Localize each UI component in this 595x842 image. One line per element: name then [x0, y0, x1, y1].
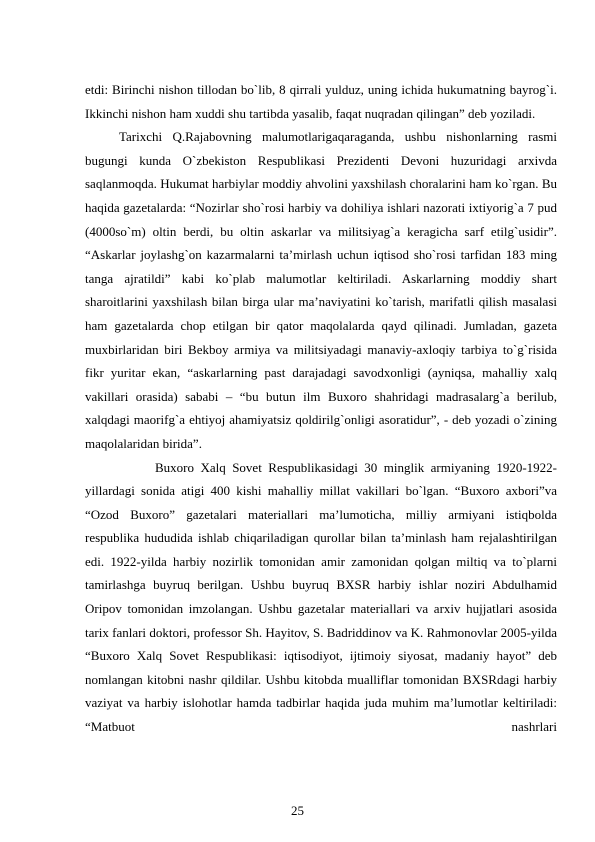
- paragraph-buxoro-army: Buxoro Xalq Sovet Respublikasidagi 30 minglik armiyaning 1920-1922- yillardagi sonida atigi 400 kishi mahalliy millat vakillari bo`lgan. “Buxoro axbori”va “Ozod Buxoro” gazetalari materiallari ma’lumoticha, milliy armiyani istiqbolda respublika hududida ishlab chiqariladigan qurollar bilan ta’minlash ham rejalashtirilgan edi. 1922-yilda harbiy nozirlik tomonidan amir zamonidan qolgan miltiq va to`plarni tamirlashga buyruq berilgan. Ushbu buyruq BXSR harbiy ishlar noziri Abdulhamid Oripov tomonidan imzolangan. Ushbu gazetalar materiallari va arxiv hujjatlari asosida tarix fanlari doktori, professor Sh. Hayitov, S. Badriddinov va K. Rahmonovlar 2005-yilda “Buxoro Xalq Sovet Respublikasi: iqtisodiyot, ijtimoiy siyosat, madaniy hayot” deb nomlangan kitobni nashr qildilar. Ushbu kitobda mualliflar tomonidan BXSRdagi harbiy vaziyat va harbiy islohotlar hamda tadbirlar haqida juda muhim ma’lumotlar keltiriladi: “Matbuot nashrlari: [85, 459, 557, 735]
- paragraph-continuation: etdi: Birinchi nishon tillodan bo`lib, 8 qirrali yulduz, uning ichida hukumatning bayrog`i. Ikkinchi nishon ham xuddi shu tartibda yasalib, faqat nuqradan qilingan” deb yoziladi.: [85, 82, 557, 121]
- document-body: [85, 78, 557, 739]
- page-number: 25: [291, 803, 304, 818]
- paragraph-rajabov: Tarixchi Q.Rajabovning malumotlarigaqaraganda, ushbu nishonlarning rasmi bugungi kunda O`zbekiston Respublikasi Prezidenti Devoni huzuridagi arxivda saqlanmoqda. Hukumat harbiylar moddiy ahvolini yaxshilash choralarini ham ko`rgan. Bu haqida gazetalarda: “Nozirlar sho`rosi harbiy va dohiliya ishlari nazorati ixtiyorig`a 7 pud (4000so`m) oltin berdi, bu oltin askarlar va militsiyag`a keragicha sarf etilg`usidir”. “Askarlar joylashg`on kazarmalarni ta’mirlash uchun iqtisod sho`rosi tarfidan 183 ming tanga ajratildi” kabi ko`plab malumotlar keltiriladi. Askarlarning moddiy shart sharoitlarini yaxshilash bilan birga ular ma’naviyatini ko`tarish, marifatli qilish masalasi ham gazetalarda chop etilgan bir qator maqolalarda qayd qilinadi. Jumladan, gazeta muxbirlaridan biri Bekboy armiya va militsiyadagi manaviy-axloqiy tarbiya to`g`risida fikr yuritar ekan, “askarlarning past darajadagi savodxonligi (ayniqsa, mahalliy xalq vakillari orasida) sababi – “bu butun ilm Buxoro shahridagi madrasalarg`a berilub, xalqdagi maorifg`a ehtiyoj ahamiyatsiz qoldirilg`onligi asoratidur”, - deb yozadi o`zining maqolalaridan birida”.: [85, 129, 557, 451]
